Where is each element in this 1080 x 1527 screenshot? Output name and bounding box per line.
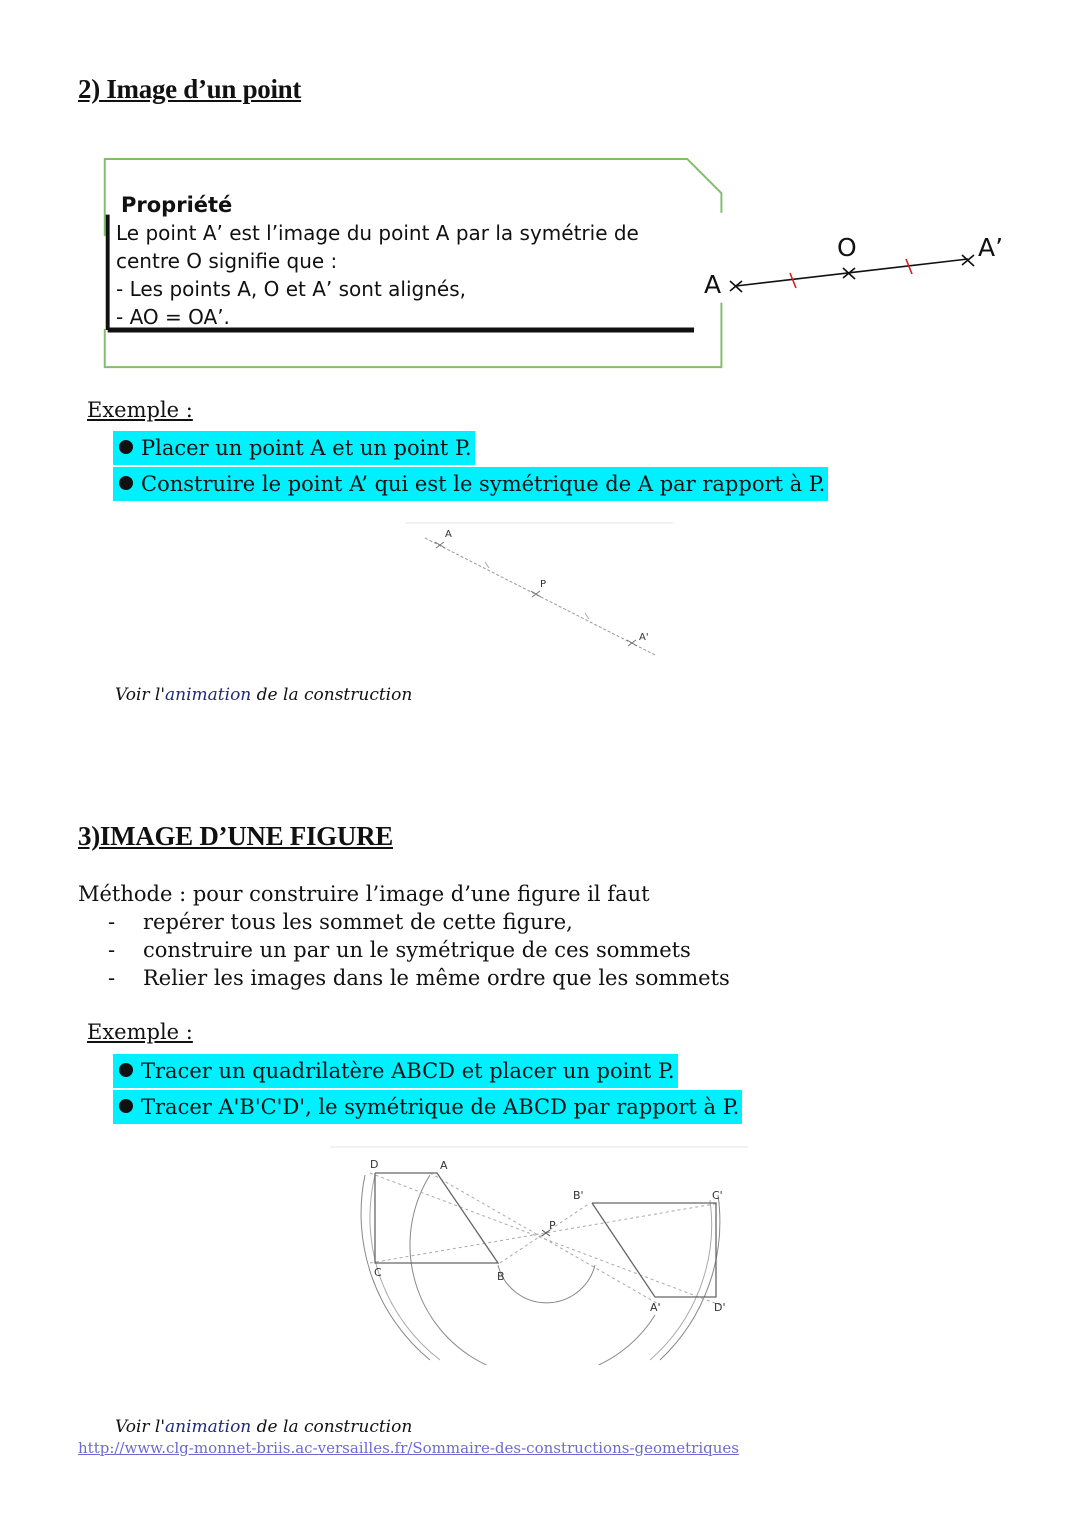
voir-animation-2: Voir l'animation de la construction [115,1417,413,1437]
diagram-label-o: O [837,233,857,262]
construction-figure-1 [405,520,675,660]
animation-link-1[interactable]: animation [165,685,252,705]
method-item-1: - repérer tous les sommet de cette figure, [108,910,573,934]
exemple-label-1: Exemple : [87,398,193,422]
section-2-title: 2) Image d’un point [78,74,302,104]
bullet-icon [119,440,133,454]
voir-animation-1: Voir l'animation de la construction [115,685,413,705]
fig2-label-b: B [497,1270,505,1283]
fig2-label-c-prime: C' [712,1189,723,1202]
diagram-label-a: A [704,270,722,299]
method-item-3: - Relier les images dans le même ordre que les sommets [108,966,730,990]
property-line-4: - AO = OA’. [116,305,230,329]
source-url-link[interactable]: http://www.clg-monnet-briis.ac-versailles.fr/Sommaire-des-constructions-geometriques [78,1439,739,1457]
method-intro: Méthode : pour construire l’image d’une figure il faut [78,882,650,906]
fig2-label-d: D [370,1158,379,1171]
fig2-label-d-prime: D' [714,1301,726,1314]
method-block [78,880,798,992]
fig2-label-b-prime: B' [573,1189,584,1202]
exemple-label-2: Exemple : [87,1020,193,1044]
step-1-1: Placer un point A et un point P. [113,431,475,465]
fig2-label-p: P [549,1219,556,1232]
property-line-2: centre O signifie que : [116,249,338,273]
step-2-1: Tracer un quadrilatère ABCD et placer un point P. [113,1054,678,1088]
animation-link-2[interactable]: animation [165,1417,252,1437]
fig1-label-p: P [540,579,547,590]
diagram-label-a-prime: A’ [978,233,1004,262]
property-text [116,191,716,331]
construction-figure-2 [330,1145,750,1365]
fig1-label-a-prime: A' [639,632,649,643]
section-3-title: 3)IMAGE D’UNE FIGURE [78,821,393,851]
symmetry-diagram [696,226,1026,306]
fig2-label-c: C [374,1266,382,1279]
property-line-1: Le point A’ est l’image du point A par la symétrie de [116,221,639,245]
bullet-icon [119,1099,133,1113]
bullet-icon [119,476,133,490]
property-title: Propriété [121,193,233,217]
bullet-icon [119,1063,133,1077]
property-line-3: - Les points A, O et A’ sont alignés, [116,277,466,301]
fig1-label-a: A [445,529,452,540]
step-1-2: Construire le point A’ qui est le symétrique de A par rapport à P. [113,467,828,501]
step-2-2: Tracer A'B'C'D', le symétrique de ABCD par rapport à P. [113,1090,742,1124]
fig2-label-a: A [440,1159,448,1172]
fig2-label-a-prime: A' [650,1301,661,1314]
method-item-2: - construire un par un le symétrique de ces sommets [108,938,691,962]
